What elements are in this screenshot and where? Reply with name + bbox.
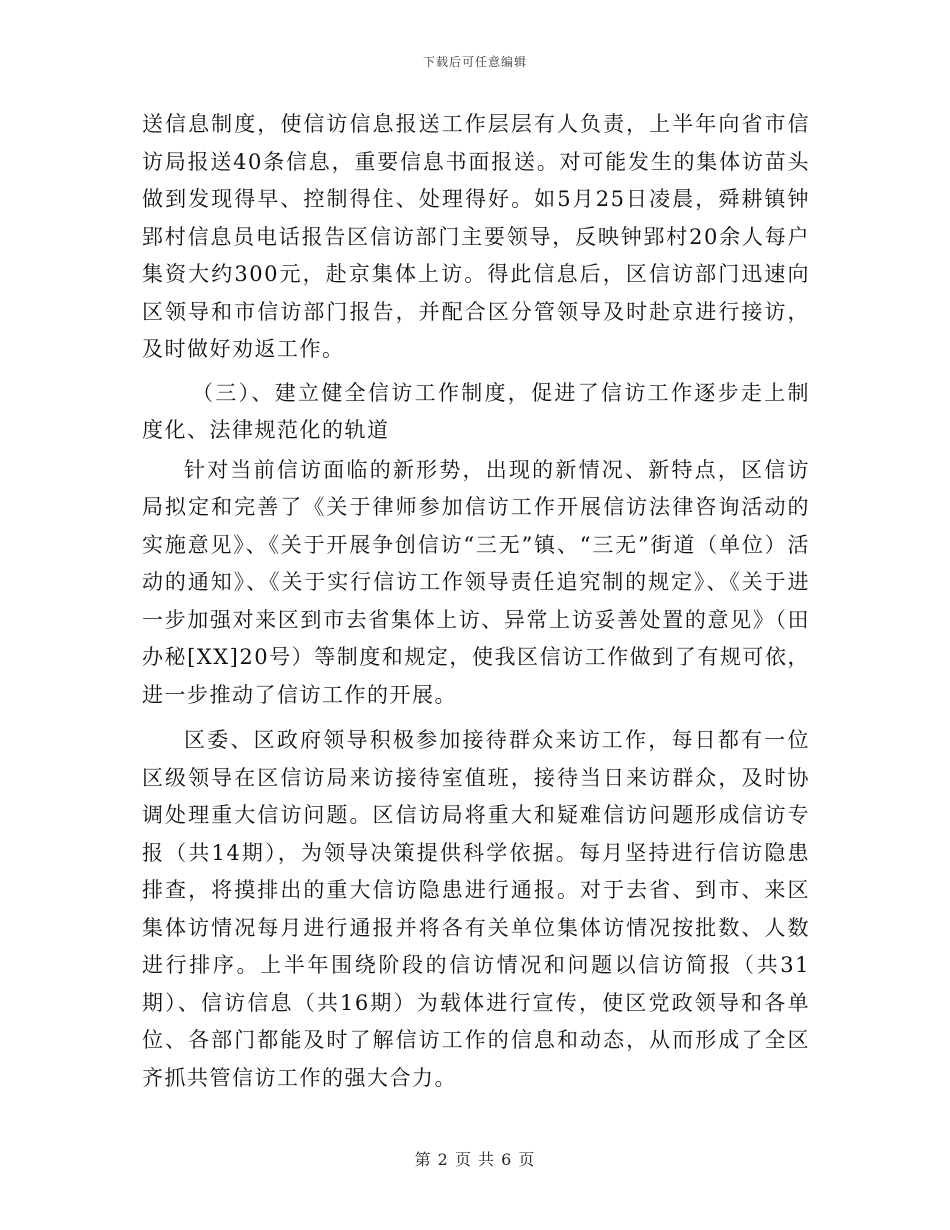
paragraph-report-system: 送信息制度，使信访信息报送工作层层有人负责，上半年向省市信访局报送40条信息，重要信息书面报送。对可能发生的集体访苗头做到发现得早、控制得住、处理得好。如5月25日凌晨，舜耕镇钟郢村信息员电话报告区信访部门主要领导，反映钟郢村20余人每户集资大约300元，赴京集体上访。得此信息后，区信访部门迅速向区领导和市信访部门报告，并配合区分管领导及时赴京进行接访，及时做好劝返工作。 [142,112,810,361]
document-body [142,106,810,1097]
paragraph-new-situation: 针对当前信访面临的新形势，出现的新情况、新特点，区信访局拟定和完善了《关于律师参加信访工作开展信访法律咨询活动的实施意见》、《关于开展争创信访“三无”镇、“三无”街道（单位）活动的通知》、《关于实行信访工作领导责任追究制的规定》、《关于进一步加强对来区到市去省集体上访、异常上访妥善处置的意见》（田办秘[XX]20号）等制度和规定，使我区信访工作做到了有规可依，进一步推动了信访工作的开展。 [142,457,810,707]
page-header-note: 下载后可任意编辑 [422,55,527,69]
paragraph-leader-reception: 区委、区政府领导积极参加接待群众来访工作，每日都有一位区级领导在区信访局来访接待室值班，接待当日来访群众，及时协调处理重大信访问题。区信访局将重大和疑难信访问题形成信访专报（共14期），为领导决策提供科学依据。每月坚持进行信访隐患排查，将摸排出的重大信访隐患进行通报。对于去省、到市、来区集体访情况每月进行通报并将各有关单位集体访情况按批数、人数进行排序。上半年围绕阶段的信访情况和问题以信访简报（共31期）、信访信息（共16期）为载体进行宣传，使区党政领导和各单位、各部门都能及时了解信访工作的信息和动态，从而形成了全区齐抓共管信访工作的强大合力。 [142,728,810,1090]
section-heading-three: （三）、建立健全信访工作制度，促进了信访工作逐步走上制度化、法律规范化的轨道 [142,380,810,442]
page-number: 第 2 页 共 6 页 [414,1150,536,1169]
